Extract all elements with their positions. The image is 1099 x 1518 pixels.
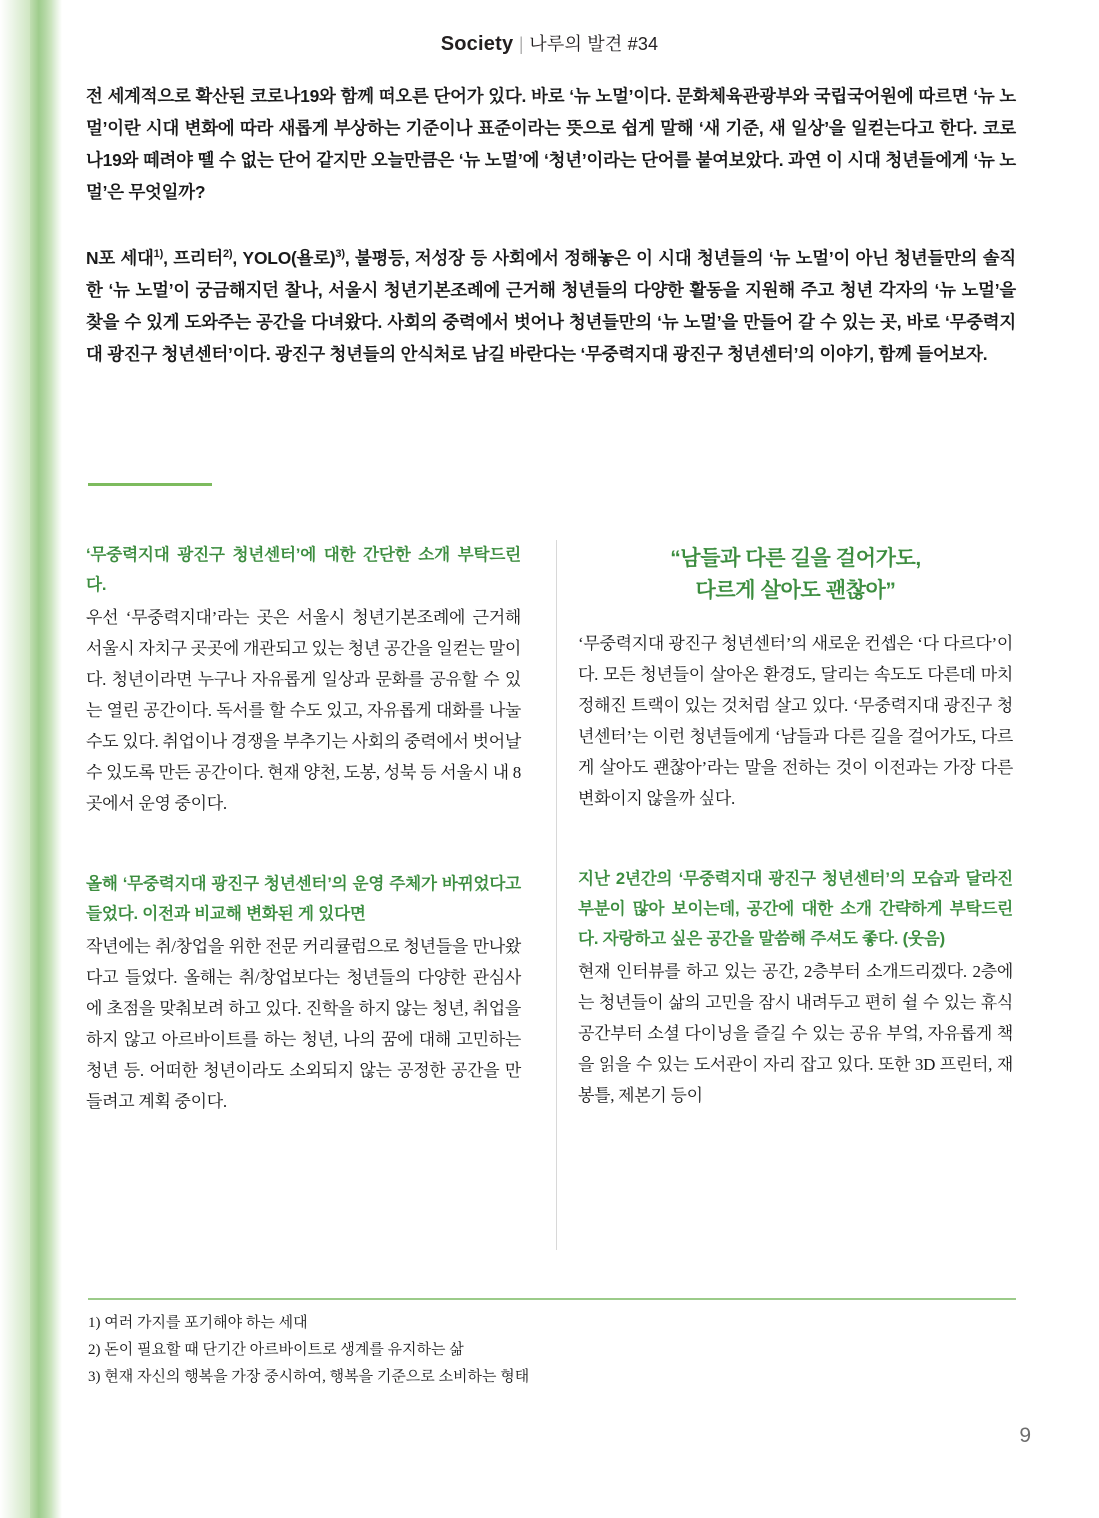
right-column [578,540,1013,1161]
question-1: ‘무중력지대 광진구 청년센터’에 대한 간단한 소개 부탁드린다. [86,545,521,594]
qa-block-2 [86,869,521,1117]
intro-p2-mid-2: , YOLO(욜로) [232,247,336,268]
page-header [0,30,1099,56]
footnotes-section [88,1310,1016,1391]
column-divider [556,540,557,1250]
footnote-marker-1: 1) [153,248,164,260]
left-column [86,540,521,1167]
intro-p2-mid-1: , 프리터 [163,247,224,268]
intro-paragraph-2 [86,238,1016,370]
intro-p2-pre: N포 세대 [86,247,154,268]
qa-block-1 [86,540,521,819]
answer-2: 작년에는 취/창업을 위한 전문 커리큘럼으로 청년들을 만나왔다고 들었다. 올해는 취/창업보다는 청년들의 다양한 관심사에 초점을 맞춰보려 하고 있다. 진학을 하지 않는 청년, 취업을 하지 않고 아르바이트를 하는 청년, 나의 꿈에 대해 고민하는 청년 등. 어떠한 청년이라도 소외되지 않는 공정한 공간을 만들려고 계획 중이다. [86,937,521,1111]
answer-4: 현재 인터뷰를 하고 있는 공간, 2층부터 소개드리겠다. 2층에는 청년들이 삶의 고민을 잠시 내려두고 편히 쉴 수 있는 휴식 공간부터 소셜 다이닝을 즐길 수 있는 공유 부엌, 자유롭게 책을 읽을 수 있는 도서관이 자리 잡고 있다. 또한 3D 프린터, 재봉틀, 제본기 등이 [578,962,1013,1105]
page-number: 9 [1019,1424,1031,1447]
footnote-rule [88,1298,1016,1300]
header-separator: | [519,34,524,55]
intro-section [86,80,1016,400]
pullquote-block [578,540,1013,814]
footnote-marker-2: 2) [223,248,233,260]
left-decorative-bar-inner [30,0,52,1518]
qa-block-3 [578,864,1013,1111]
footnote-3: 3) 현재 자신의 행복을 가장 중시하여, 행복을 기준으로 소비하는 형태 [88,1369,530,1385]
question-3: 지난 2년간의 ‘무중력지대 광진구 청년센터’의 모습과 달라진 부분이 많아 보이는데, 공간에 대한 소개 간략하게 부탁드린다. 자랑하고 싶은 공간을 말씀해 주셔도 좋다. (웃음) [578,869,1013,948]
section-rule [88,483,212,486]
footnote-marker-3: 3) [335,248,345,260]
header-subtitle: 나루의 발견 #34 [529,34,659,54]
footnote-2: 2) 돈이 필요할 때 단기간 아르바이트로 생계를 유지하는 삶 [88,1342,464,1358]
answer-3: ‘무중력지대 광진구 청년센터’의 새로운 컨셉은 ‘다 다르다’이다. 모든 청년들이 살아온 환경도, 달리는 속도도 다른데 마치 정해진 트랙이 있는 것처럼 살고 있다. ‘무중력지대 광진구 청년센터’는 이런 청년들에게 ‘남들과 다른 길을 걸어가도, 다르게 살아도 괜찮아’라는 말을 전하는 것이 이전과는 가장 다른 변화이지 않을까 싶다. [578,634,1013,808]
answer-1: 우선 ‘무중력지대’라는 곳은 서울시 청년기본조례에 근거해 서울시 자치구 곳곳에 개관되고 있는 청년 공간을 일컫는 말이다. 청년이라면 누구나 자유롭게 일상과 문화를 공유할 수 있는 열린 공간이다. 독서를 할 수도 있고, 자유롭게 대화를 나눌 수도 있다. 취업이나 경쟁을 부추기는 사회의 중력에서 벗어날 수 있도록 만든 공간이다. 현재 양천, 도봉, 성북 등 서울시 내 8곳에서 운영 중이다. [86,608,521,813]
intro-p2-rest: , 불평등, 저성장 등 사회에서 정해놓은 이 시대 청년들의 ‘뉴 노멀’이 아닌 청년들만의 솔직한 ‘뉴 노멀’이 궁금해지던 찰나, 서울시 청년기본조례에 근거해 청년들의 다양한 활동을 지원해 주고 청년 각자의 ‘뉴 노멀’을 찾을 수 있게 도와주는 공간을 다녀왔다. 사회의 중력에서 벗어나 청년들만의 ‘뉴 노멀’을 만들어 갈 수 있는 곳, 바로 ‘무중력지대 광진구 청년센터’이다. 광진구 청년들의 안식처로 남길 바란다는 ‘무중력지대 광진구 청년센터’의 이야기, 함께 들어보자. [86,247,1016,364]
intro-paragraph-1: 전 세계적으로 확산된 코로나19와 함께 떠오른 단어가 있다. 바로 ‘뉴 노멀’이다. 문화체육관광부와 국립국어원에 따르면 ‘뉴 노멀’이란 시대 변화에 따라 새롭게 부상하는 기준이나 표준이라는 뜻으로 쉽게 말해 ‘새 기준, 새 일상’을 일컫는다고 한다. 코로나19와 떼려야 뗄 수 없는 단어 같지만 오늘만큼은 ‘뉴 노멀’에 ‘청년’이라는 단어를 붙여보았다. 과연 이 시대 청년들에게 ‘뉴 노멀’은 무엇일까? [86,86,1016,202]
left-decorative-bar [0,0,62,1518]
header-section-label: Society [440,33,514,55]
question-2: 올해 ‘무중력지대 광진구 청년센터’의 운영 주체가 바뀌었다고 들었다. 이전과 비교해 변화된 게 있다면 [86,874,521,923]
pullquote-line-2: 다르게 살아도 괜찮아” [695,579,896,602]
pullquote-line-1: “남들과 다른 길을 걸어가도, [670,547,921,570]
footnote-1: 1) 여러 가지를 포기해야 하는 세대 [88,1315,308,1331]
